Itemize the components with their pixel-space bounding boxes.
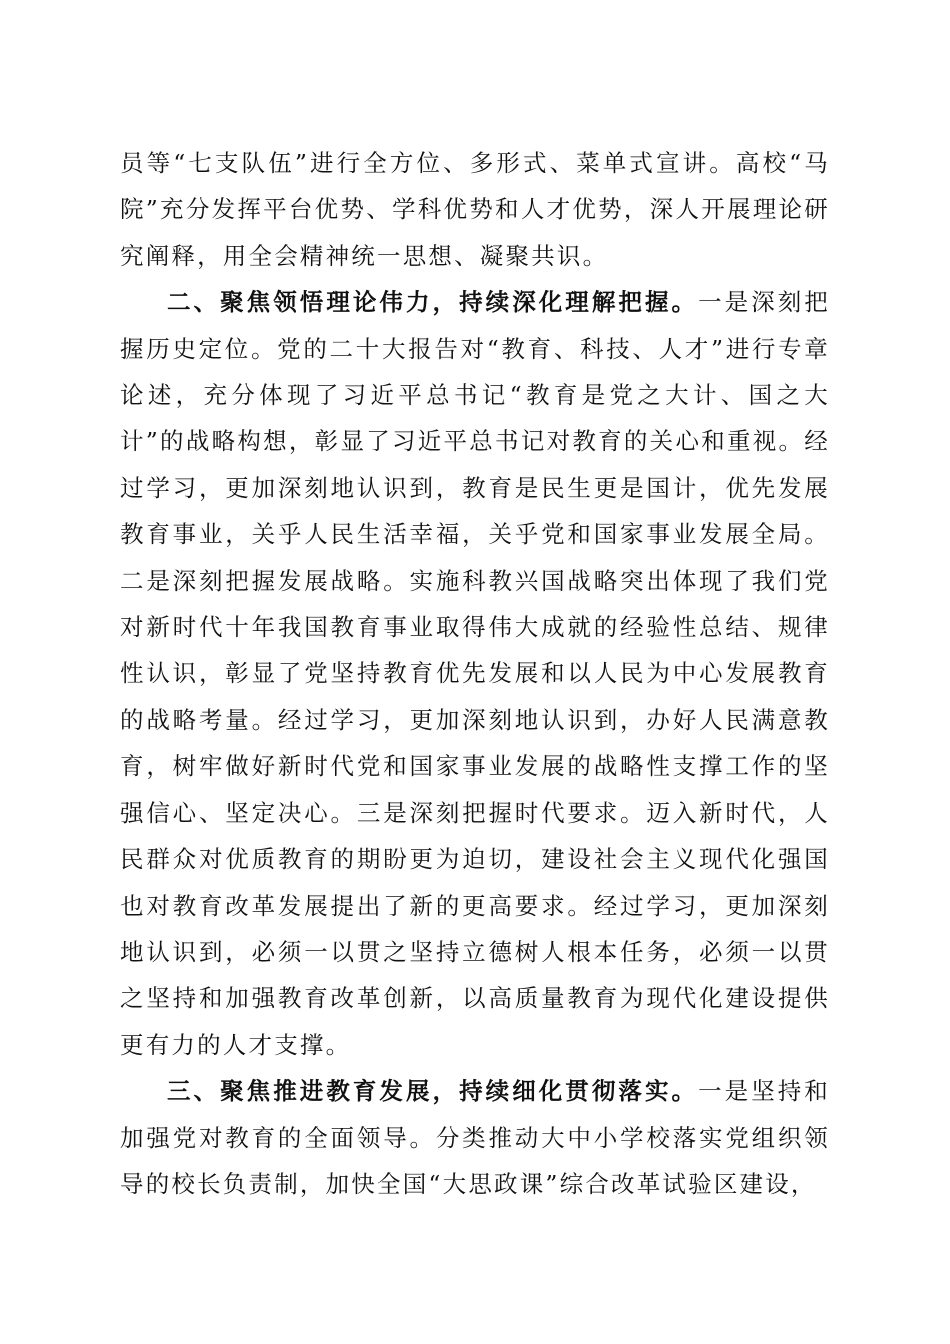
section-heading: 二、聚焦领悟理论伟力，持续深化理解把握。 bbox=[167, 288, 699, 317]
paragraph-body: 一是深刻把握历史定位。党的二十大报告对“教育、科技、人才”进行专章论述，充分体现了习近平总书记“教育是党之大计、国之大计”的战略构想，彰显了习近平总书记对教育的关心和重视。经过学习，更加深刻地认识到，教育是民生更是国计，优先发展教育事业，关乎人民生活幸福，关乎党和国家事业发展全局。二是深刻把握发展战略。实施科教兴国战略突出体现了我们党对新时代十年我国教育事业取得伟大成就的经验性总结、规律性认识，彰显了党坚持教育优先发展和以人民为中心发展教育的战略考量。经过学习，更加深刻地认识到，办好人民满意教育，树牢做好新时代党和国家事业发展的战略性支撑工作的坚强信心、坚定决心。三是深刻把握时代要求。迈入新时代，人民群众对优质教育的期盼更为迫切，建设社会主义现代化强国也对教育改革发展提出了新的更高要求。经过学习，更加深刻地认识到，必须一以贯之坚持立德树人根本任务，必须一以贯之坚持和加强教育改革创新，以高质量教育为现代化建设提供更有力的人才支撑。 bbox=[120, 288, 831, 1059]
section-heading: 三、聚焦推进教育发展，持续细化贯彻落实。 bbox=[167, 1077, 699, 1106]
paragraph-continuation bbox=[120, 140, 830, 279]
paragraph-section-two bbox=[120, 279, 830, 1068]
paragraph-section-three bbox=[120, 1068, 830, 1207]
document-body bbox=[120, 140, 830, 1207]
paragraph-body: 一是坚持和加强党对教育的全面领导。分类推动大中小学校落实党组织领导的校长负责制，加快全国“大思政课”综合改革试验区建设， bbox=[120, 1077, 831, 1198]
paragraph-body: 员等“七支队伍”进行全方位、多形式、菜单式宣讲。高校“马院”充分发挥平台优势、学科优势和人才优势，深人开展理论研究阐释，用全会精神统一思想、凝聚共识。 bbox=[120, 149, 830, 270]
